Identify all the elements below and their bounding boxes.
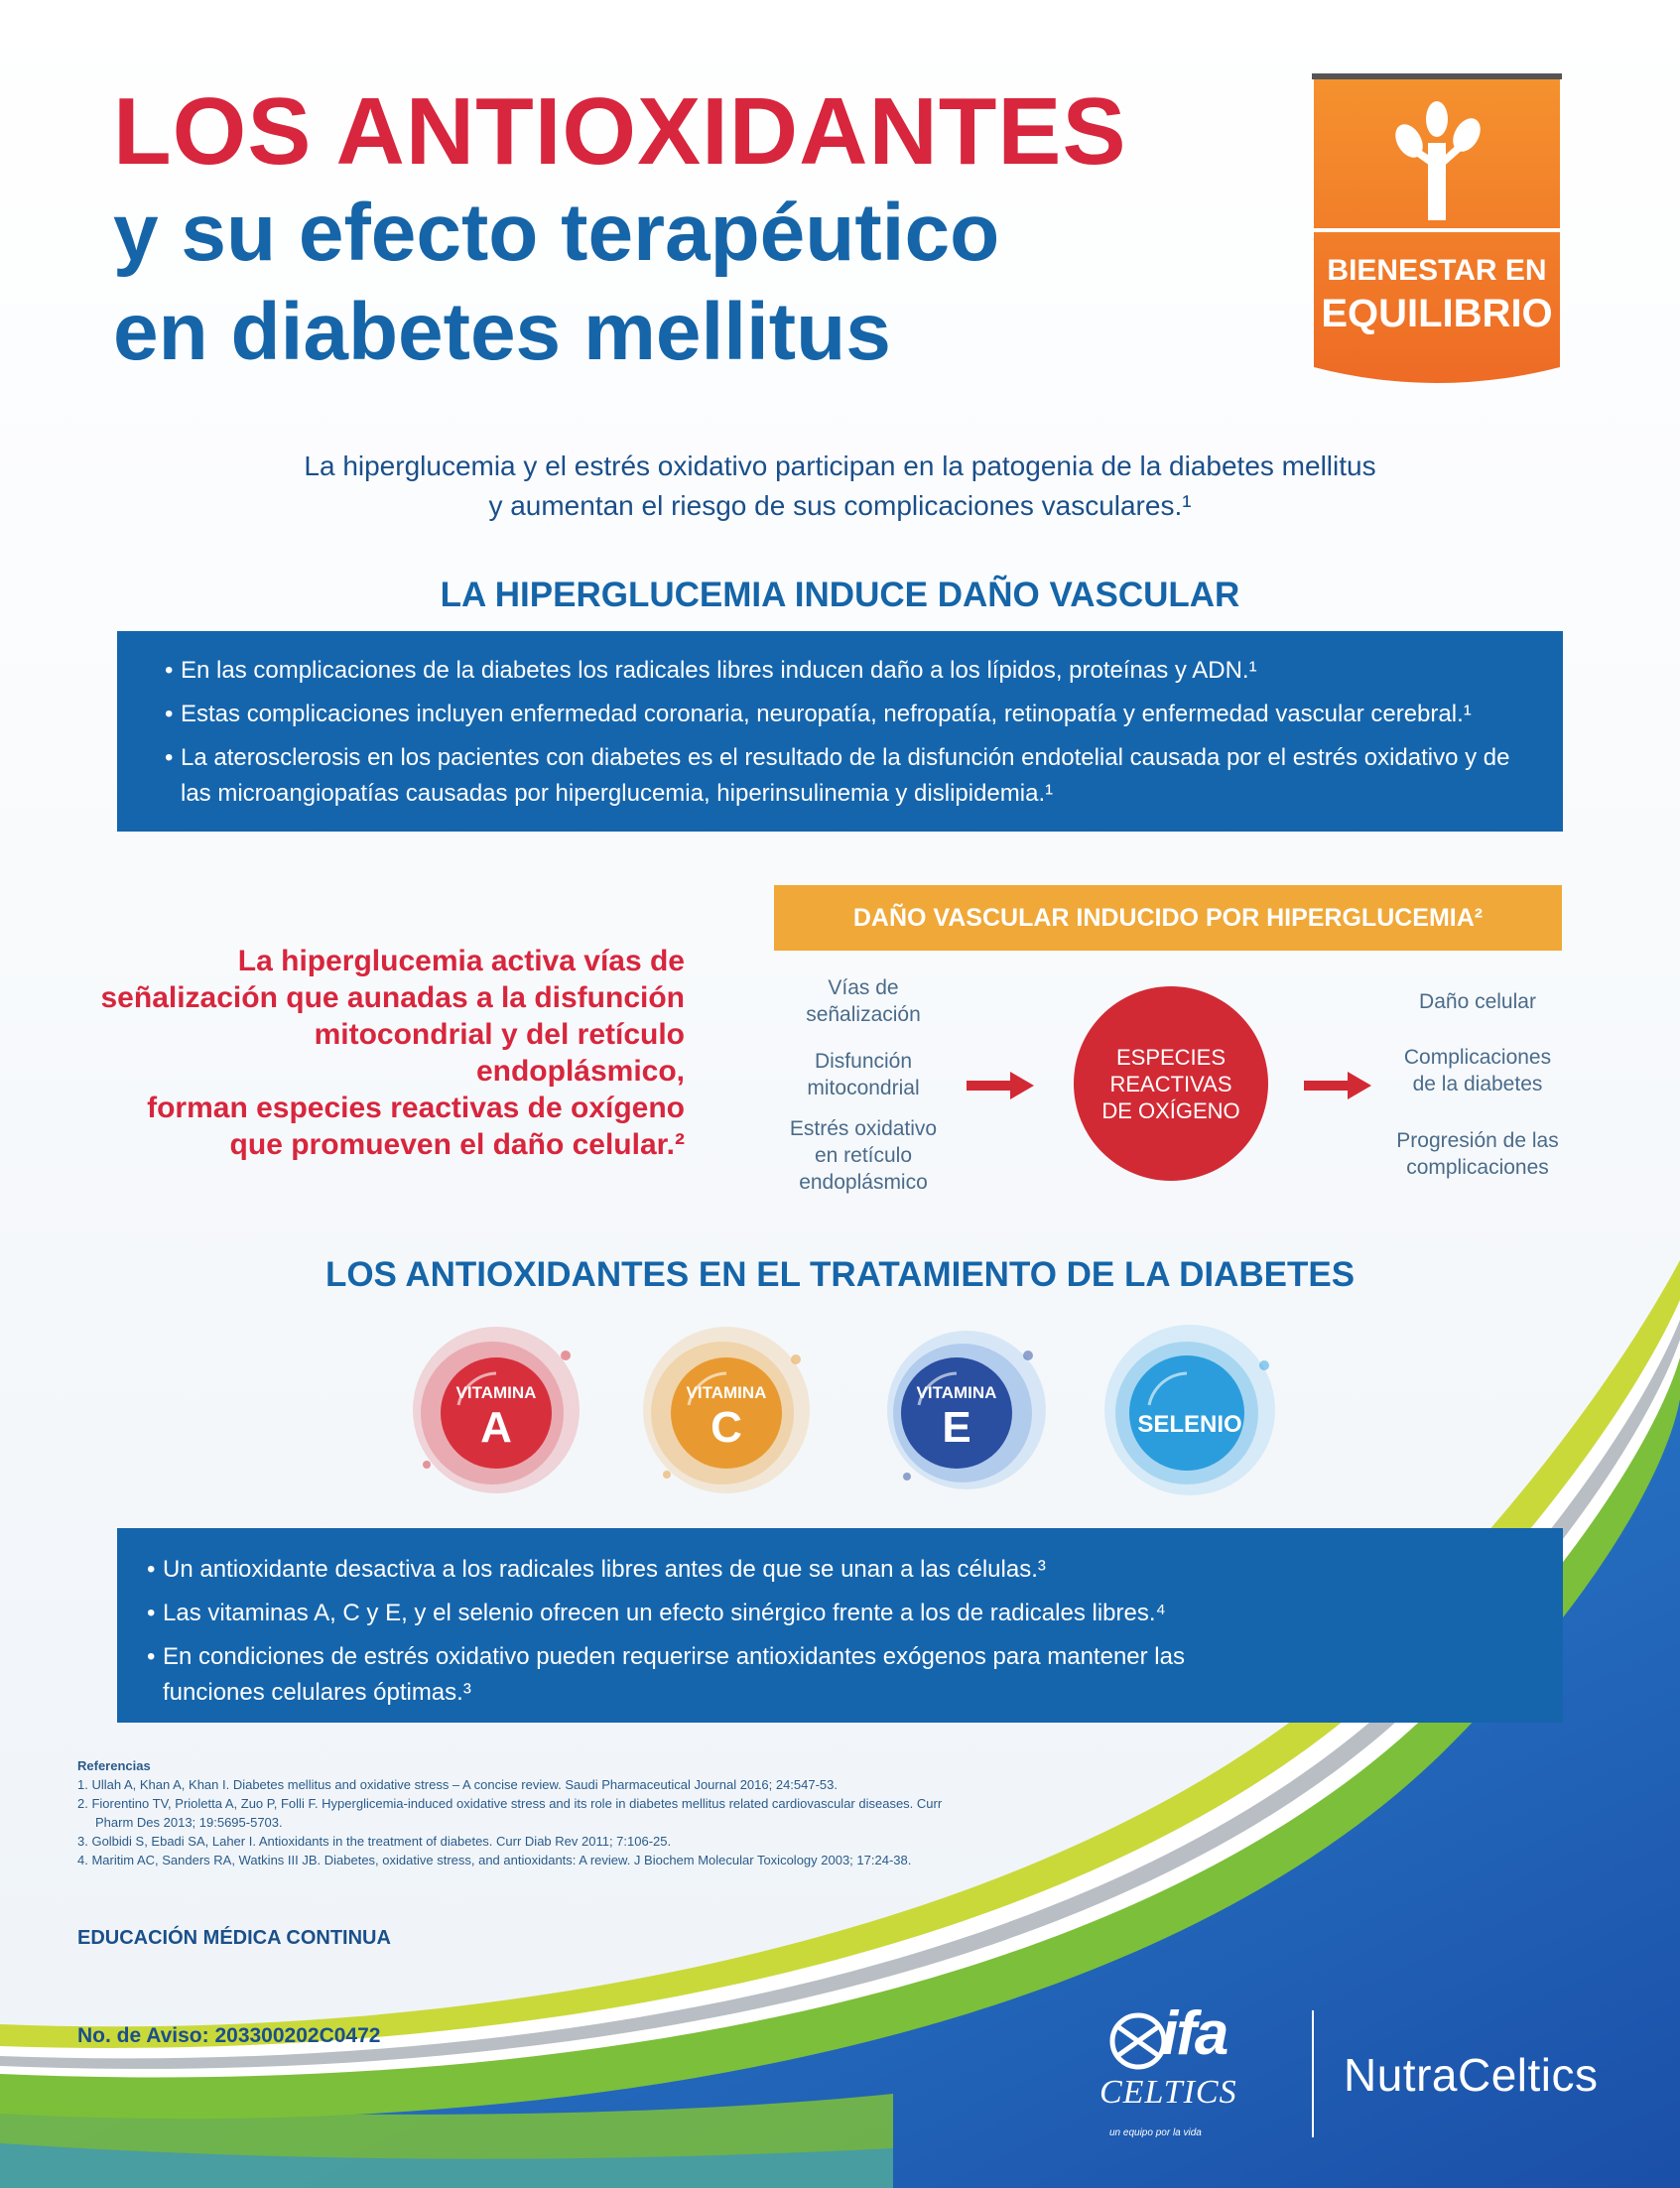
selenium-bubble <box>1096 1316 1284 1504</box>
section-title-antioxidants: LOS ANTIOXIDANTES EN EL TRATAMIENTO DE LA DIABETES <box>324 1255 1356 1294</box>
bullet-item: • Las vitaminas A, C y E, y el selenio ofrecen un efecto sinérgico frente a los de radicales libres.⁴ <box>147 1596 1527 1631</box>
statement-line: forman especies reactivas de oxígeno <box>147 1092 685 1124</box>
references <box>77 1756 970 1869</box>
logo-divider <box>1312 2010 1314 2137</box>
selenium-label: SELENIO <box>1137 1411 1242 1438</box>
ros-line: REACTIVAS <box>1109 1071 1232 1096</box>
vitamin-small-label: VITAMINA <box>455 1383 537 1402</box>
logo-ifa-text: ifa <box>1161 1999 1228 2068</box>
cause-line: mitocondrial <box>807 1077 920 1099</box>
bullet-item: • En las complicaciones de la diabetes los radicales libres inducen daño a los lípidos, proteínas y ADN.¹ <box>165 653 1523 689</box>
vitamin-letter: E <box>942 1403 971 1452</box>
title-line-2: y su efecto terapéutico <box>113 188 1000 278</box>
notice-number: No. de Aviso: 203300202C0472 <box>77 2024 381 2047</box>
reference-item: 2. Fiorentino TV, Prioletta A, Zuo P, Folli F. Hyperglicemia-induced oxidative stress and its role in diabetes mellitus related cardiovascular diseases. Curr Pharm Des 2013; 19:5695-5703. <box>77 1796 943 1830</box>
nutraceltics-logo: NutraCeltics <box>1344 2049 1599 2101</box>
cause-line: Disfunción <box>814 1050 913 1073</box>
effect-line: de la diabetes <box>1412 1073 1543 1095</box>
cause-line: en retículo <box>814 1144 913 1167</box>
statement-line: mitocondrial y del retículo endoplásmico, <box>314 1018 685 1088</box>
statement-line: La hiperglucemia activa vías de <box>237 945 685 977</box>
intro-line-1: La hiperglucemia y el estrés oxidativo participan en la patogenia de la diabetes mellitus <box>304 450 1376 481</box>
cause-line: Vías de <box>828 976 899 999</box>
effect-cell-damage <box>1367 988 1588 1015</box>
cause-line: Estrés oxidativo <box>789 1117 938 1140</box>
effect-line: Progresión de las <box>1396 1129 1559 1152</box>
reference-item: 3. Golbidi S, Ebadi SA, Laher I. Antioxidants in the treatment of diabetes. Curr Diab Rev 2011; 7:106-25. <box>77 1834 672 1849</box>
cause-signaling <box>764 974 963 1028</box>
cause-line: endoplásmico <box>799 1171 928 1194</box>
arrow-right-icon <box>967 1072 1034 1099</box>
education-label: EDUCACIÓN MÉDICA CONTINUA <box>77 1927 391 1949</box>
cause-line: señalización <box>806 1003 921 1026</box>
bullet-item: • Un antioxidante desactiva a los radicales libres antes de que se unan a las células.³ <box>147 1552 1527 1588</box>
vitamin-e-bubble <box>867 1316 1046 1504</box>
ifa-celtics-logo <box>1099 1998 1288 2147</box>
effect-complications <box>1367 1044 1588 1097</box>
badge-line-2: EQUILIBRIO <box>1321 292 1553 335</box>
bullet-item: • En condiciones de estrés oxidativo pueden requerirse antioxidantes exógenos para mantener las funciones celulares óptimas.³ <box>147 1639 1288 1711</box>
references-title: Referencias <box>77 1758 151 1773</box>
effect-line: Complicaciones <box>1403 1046 1552 1069</box>
vitamin-letter: A <box>480 1403 512 1452</box>
title-line-3: en diabetes mellitus <box>113 287 891 377</box>
antioxidant-bullets-box <box>117 1528 1563 1723</box>
intro-line-2: y aumentan el riesgo de sus complicaciones vasculares.¹ <box>488 490 1192 521</box>
statement-line: que promueven el daño celular.² <box>229 1128 685 1161</box>
statement-line: señalización que aunadas a la disfunción <box>100 981 685 1014</box>
effect-line: Daño celular <box>1419 990 1536 1013</box>
arrow-right-icon <box>1304 1072 1371 1099</box>
ros-line: ESPECIES <box>1115 1044 1227 1070</box>
bullet-item: • Estas complicaciones incluyen enfermedad coronaria, neuropatía, nefropatía, retinopatía y enfermedad vascular cerebral.¹ <box>165 697 1523 732</box>
title-line-1: LOS ANTIOXIDANTES <box>113 78 1127 185</box>
badge-line-1: BIENESTAR EN <box>1327 254 1547 287</box>
ros-circle <box>1074 986 1268 1181</box>
bullet-item: • La aterosclerosis en los pacientes con diabetes es el resultado de la disfunción endotelial causada por el estrés oxidativo y de las microangiopatías causadas por hiperglucemia, hiperinsulinemia y dislipidemia.¹ <box>165 740 1523 812</box>
bienestar-badge <box>1310 71 1564 389</box>
cause-mitochondrial <box>764 1048 963 1101</box>
badge-shape <box>1310 71 1564 389</box>
intro-text <box>179 447 1501 526</box>
effect-line: complicaciones <box>1406 1156 1549 1179</box>
damage-bullets-box <box>117 631 1563 832</box>
effect-progression <box>1367 1127 1588 1181</box>
vitamin-small-label: VITAMINA <box>686 1383 767 1402</box>
reference-item: 1. Ullah A, Khan A, Khan I. Diabetes mellitus and oxidative stress – A concise review. Saudi Pharmaceutical Journal 2016; 24:547-53. <box>77 1777 839 1792</box>
vitamin-c-bubble <box>637 1316 816 1504</box>
vitamin-letter: C <box>711 1403 742 1452</box>
vitamin-a-bubble <box>407 1316 585 1504</box>
logo-tagline: un equipo por la vida <box>1109 2127 1202 2138</box>
bubble-icon <box>1096 1316 1284 1504</box>
hyperglycemia-statement <box>99 943 685 1163</box>
reference-item: 4. Maritim AC, Sanders RA, Watkins III JB. Diabetes, oxidative stress, and antioxidants: A review. J Biochem Molecular Toxicology 2003; 17:24-38. <box>77 1853 912 1867</box>
vitamin-small-label: VITAMINA <box>916 1383 997 1402</box>
diagram-header: DAÑO VASCULAR INDUCIDO POR HIPERGLUCEMIA² <box>774 885 1562 951</box>
ros-line: DE OXÍGENO <box>1101 1097 1240 1123</box>
section-title-damage: LA HIPERGLUCEMIA INDUCE DAÑO VASCULAR <box>440 576 1240 614</box>
cause-er-stress <box>764 1115 963 1196</box>
logo-celtics-text: CELTICS <box>1099 2074 1237 2111</box>
